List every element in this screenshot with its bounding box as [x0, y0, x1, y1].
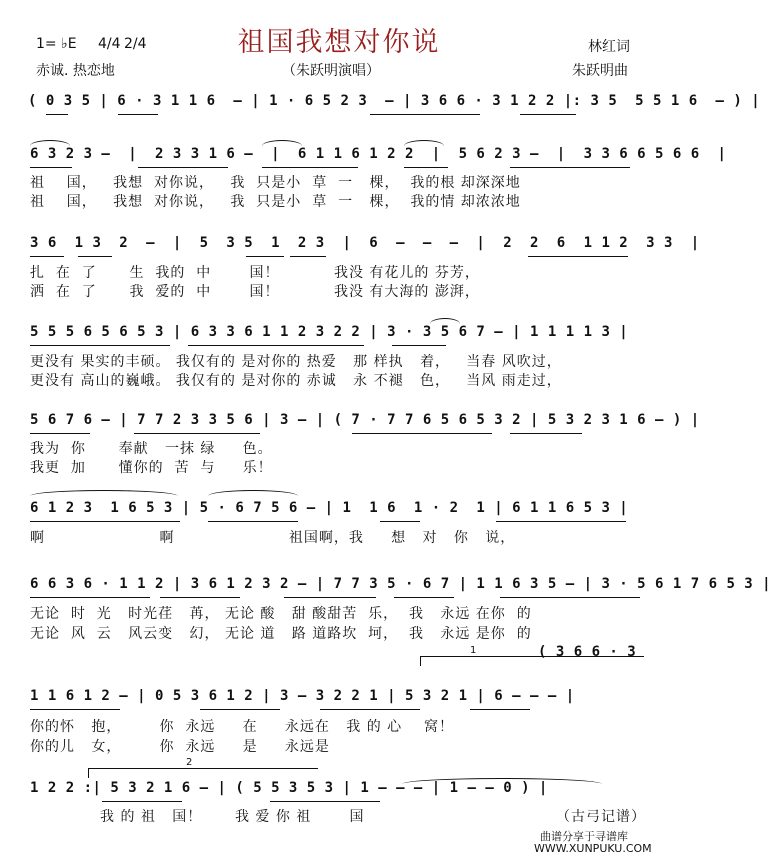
score-system-5: 5 6 7 6 – | 7 7 2 3 3 5 6 | 3 – | ( 7 · 7 7 6 5 6 5 3 2 | 5 3 2 3 1 6 – ) |: [30, 412, 700, 428]
underline-beat: [510, 433, 582, 434]
underline-beat: [30, 167, 72, 168]
lyricist-credit: 林红词: [588, 39, 630, 55]
lyric-line: 祖 国， 我想 对你说， 我 只是小 草 一 棵， 我的情 却浓浓地: [30, 194, 521, 210]
lyric-line: 我为 你 奉献 一抹 绿 色。: [30, 441, 273, 457]
underline-beat: [30, 256, 64, 257]
underline-beat: [270, 801, 380, 802]
composer-credit: 朱跃明曲: [572, 63, 628, 79]
score-system-8: 1 1 6 1 2 – | 0 5 3 6 1 2 | 3 – 3 2 2 1 | 5 3 2 1 | 6 – – – |: [30, 688, 575, 704]
volta-bracket-edge: [88, 768, 89, 778]
volta-number-1: 1: [470, 645, 477, 656]
page-title: 祖国我想对你说: [237, 27, 441, 58]
volta-bracket-edge: [420, 656, 421, 666]
underline-beat: [78, 256, 112, 257]
lyric-line: 扎 在 了 生 我的 中 国！ 我没 有花儿的 芬芳，: [30, 265, 480, 281]
underline-beat: [30, 433, 90, 434]
key-signature: 1= ♭E: [36, 36, 77, 52]
underline-beat: [30, 597, 150, 598]
slur-mark: [208, 490, 298, 496]
lyric-line: 你的怀 抱， 你 永远 在 永远在 我 的 心 窝！: [30, 719, 454, 735]
score-system-9: 1 2 2 :| 5 3 2 1 6 – | ( 5 5 3 5 3 | 1 – – – | 1 – – 0 ) |: [30, 780, 548, 796]
underline-beat: [134, 433, 260, 434]
underline-beat: [392, 345, 446, 346]
underline-beat: [30, 521, 180, 522]
score-system-4: 5 5 5 6 5 6 5 3 | 6 3 3 6 1 1 2 3 2 2 | 3 · 3 5 6 7 – | 1 1 1 1 3 |: [30, 324, 629, 340]
watermark-title: 曲谱分享于寻谱库: [540, 830, 628, 843]
underline-beat: [246, 256, 284, 257]
underline-beat: [510, 167, 630, 168]
pickup-phrase: ( 3 6 6 · 3: [538, 644, 637, 660]
lyric-line: 无论 时 光 时光荏 苒， 无论 酸 甜 酸甜苦 乐， 我 永远 在你 的: [30, 606, 532, 622]
underline-beat: [102, 801, 182, 802]
watermark-url: WWW.XUNPUKU.COM: [534, 842, 652, 855]
underline-beat: [284, 597, 376, 598]
underline-beat: [520, 114, 576, 115]
underline-beat: [30, 709, 120, 710]
time-signature-primary: 4/4: [98, 36, 121, 52]
transcriber-credit: （古弓记谱）: [556, 809, 646, 825]
score-system-3: 3 6 1 3 2 – | 5 3 5 1 2 3 | 6 – – – | 2 2 6 1 1 2 3 3 |: [30, 235, 700, 251]
underline-beat: [30, 345, 170, 346]
underline-beat: [352, 433, 492, 434]
lyric-line: 你的儿 女， 你 永远 是 永远是: [30, 739, 330, 755]
underline-beat: [138, 167, 228, 168]
underline-beat: [500, 597, 640, 598]
underline-beat: [160, 597, 240, 598]
lyric-line: 更没有 果实的丰硕。 我仅有的 是对你的 热爱 那 样执 着， 当春 风吹过，: [30, 354, 562, 370]
underline-beat: [262, 167, 358, 168]
lyric-line: 更没有 高山的巍峨。 我仅有的 是对你的 赤诚 永 不褪 色， 当风 雨走过，: [30, 373, 562, 389]
lyric-line: 无论 风 云 风云变 幻， 无论 道 路 道路坎 坷， 我 永远 是你 的: [30, 626, 532, 642]
underline-beat: [118, 114, 158, 115]
underline-beat: [496, 521, 626, 522]
lyric-line: 啊 啊 祖国啊，我 想 对 你 说，: [30, 530, 516, 546]
expression-marking: 赤诚. 热恋地: [36, 63, 115, 79]
lyric-line: 我更 加 懂你的 苦 与 乐！: [30, 460, 273, 476]
underline-beat: [188, 345, 364, 346]
slur-mark: [30, 490, 178, 496]
underline-beat: [320, 709, 420, 710]
singer-credit: （朱跃明演唱）: [282, 63, 380, 79]
score-system-1: ( 0 3 5 | 6 · 3 1 1 6 – | 1 · 6 5 2 3 – | 3 6 6 · 3 1 2 2 |: 3 5 5 5 1 6 – ) |: [28, 93, 761, 109]
volta-bracket-2: [88, 768, 318, 769]
lyric-line: 洒 在 了 我 爱的 中 国！ 我没 有大海的 澎湃，: [30, 284, 480, 300]
underline-beat: [404, 167, 448, 168]
underline-beat: [46, 114, 68, 115]
underline-beat: [200, 709, 280, 710]
score-system-7: 6 6 3 6 · 1 1 2 | 3 6 1 2 3 2 – | 7 7 3 5 · 6 7 | 1 1 6 3 5 – | 3 · 5 6 1 7 6 5 3 |: [30, 576, 771, 592]
volta-number-2: 2: [186, 757, 193, 768]
time-signature-secondary: 2/4: [124, 36, 147, 52]
lyric-line: 祖 国， 我想 对你说， 我 只是小 草 一 棵， 我的根 却深深地: [30, 175, 521, 191]
underline-beat: [394, 597, 454, 598]
underline-beat: [380, 521, 420, 522]
underline-beat: [208, 521, 298, 522]
underline-beat: [528, 256, 628, 257]
score-system-2: 6 3 2 3 – | 2 3 3 1 6 – | 6 1 1 6 1 2 2 | 5 6 2 3 – | 3 3 6 6 5 6 6 |: [30, 146, 727, 162]
lyric-line: 我 的 祖 国！ 我 爱 你 祖 国: [100, 809, 365, 825]
underline-beat: [470, 709, 530, 710]
score-system-6: 6 1 2 3 1 6 5 3 | 5 · 6 7 5 6 – | 1 1 6 1 · 2 1 | 6 1 1 6 5 3 |: [30, 500, 629, 516]
underline-beat: [290, 256, 326, 257]
underline-beat: [370, 114, 480, 115]
